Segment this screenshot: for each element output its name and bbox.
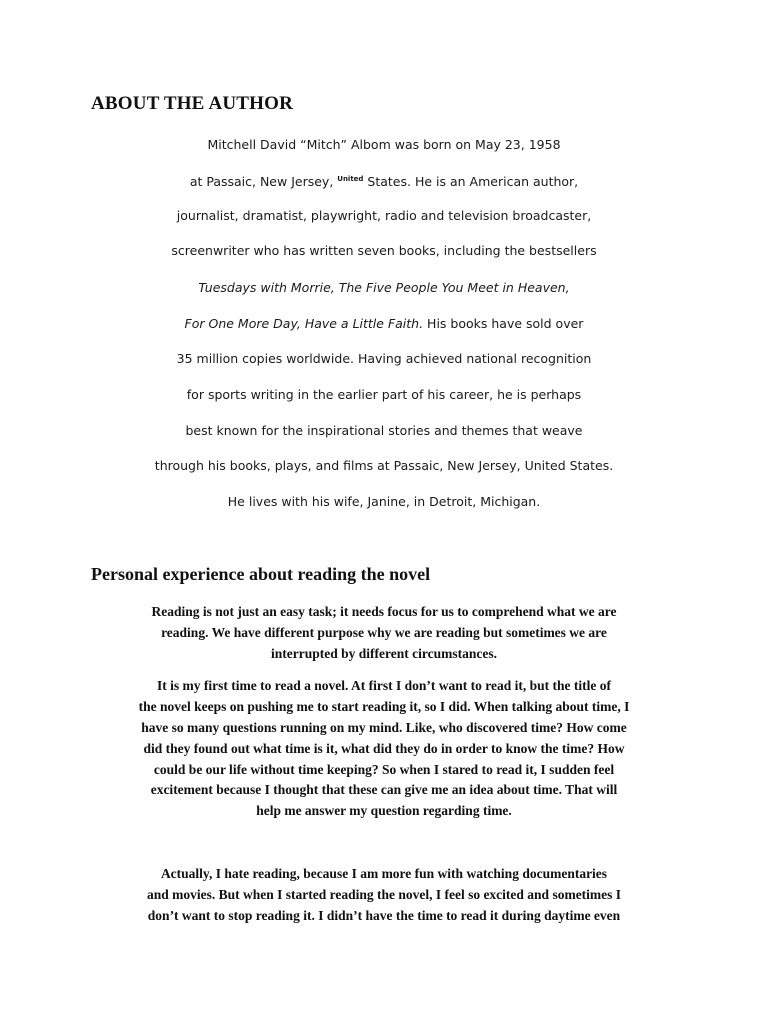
about-author-heading: ABOUT THE AUTHOR (91, 93, 294, 114)
paragraph-line: Actually, I hate reading, because I am more fun with watching documentaries (160, 866, 608, 881)
bio-line: screenwriter who has written seven books, including the bestsellers (171, 243, 597, 258)
bio-line: at Passaic, New Jersey, $^{United}$ States. He is an American author, (189, 174, 579, 189)
paragraph-line: interrupted by different circumstances. (271, 646, 497, 661)
paragraph-line: and movies. But when I started reading the novel, I feel so excited and sometimes I (146, 887, 622, 902)
paragraph-line: help me answer my question regarding time. (256, 803, 512, 818)
bio-line: Mitchell David “Mitch” Albom was born on May 23, 1958 (207, 137, 561, 152)
bio-line-italic: Tuesdays with Morrie, The Five People You Meet in Heaven, (198, 280, 570, 295)
paragraph-line: could be our life without time keeping? So when I stared to read it, I sudden feel (153, 762, 615, 777)
paragraph-line: have so many questions running on my mind. Like, who discovered time? How come (141, 720, 627, 735)
bio-line: 35 million copies worldwide. Having achieved national recognition (176, 351, 592, 366)
paragraph-line: did they found out what time is it, what did they do in order to know the time? How (143, 741, 625, 756)
bio-line: best known for the inspirational stories and themes that weave (185, 423, 583, 438)
paragraph-line: It is my first time to read a novel. At first I don’t want to read it, but the title of (157, 678, 611, 693)
paragraph-line: don’t want to stop reading it. I didn’t have the time to read it during daytime even (147, 908, 621, 923)
paragraph-line: reading. We have different purpose why we are reading but sometimes we are (161, 625, 607, 640)
bio-line: He lives with his wife, Janine, in Detroit, Michigan. (227, 494, 541, 509)
paragraph-line: excitement because I thought that these can give me an idea about time. That will (150, 782, 618, 797)
bio-line: For One More Day, Have a Little Faith. His books have sold over (184, 316, 584, 331)
experience-heading: Personal experience about reading the novel (91, 564, 431, 584)
superscript-text: United (337, 175, 364, 183)
bio-line: journalist, dramatist, playwright, radio and television broadcaster, (176, 208, 592, 223)
paragraph-line: Reading is not just an easy task; it needs focus for us to comprehend what we are (151, 604, 617, 619)
bio-line: for sports writing in the earlier part of his career, he is perhaps (186, 387, 582, 402)
bio-line: through his books, plays, and films at Passaic, New Jersey, United States. (154, 458, 614, 473)
paragraph-line: the novel keeps on pushing me to start reading it, so I did. When talking about time, I (138, 699, 630, 714)
